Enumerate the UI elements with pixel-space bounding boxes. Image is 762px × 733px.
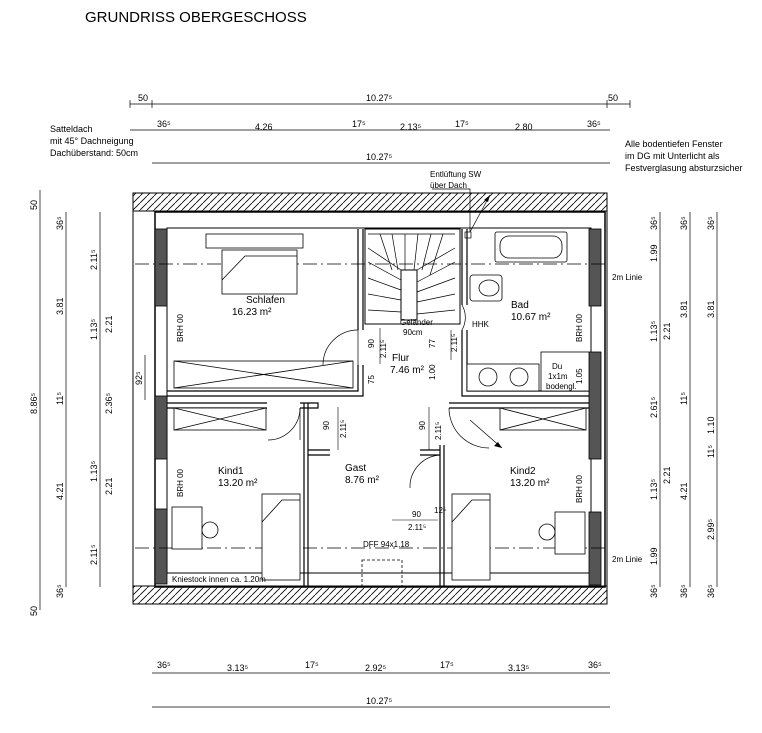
dim-label: 1.99 <box>649 244 659 262</box>
dim-label: 1.99 <box>649 547 659 565</box>
desk-icon <box>555 512 585 554</box>
dim-label: 36⁵ <box>157 119 171 129</box>
dim-label: 17⁵ <box>352 119 366 129</box>
roof-note-line-1: Satteldach <box>50 124 93 134</box>
door-arrow <box>470 420 502 448</box>
dim-label: 3.81 <box>55 297 65 315</box>
dim-label: 50 <box>29 199 39 210</box>
shower-label-3: bodengl. <box>546 382 577 391</box>
dim-label: 36⁵ <box>157 660 171 670</box>
dim-label: 92⁵ <box>134 371 144 385</box>
room-area-kind1: 13.20 m² <box>218 478 258 489</box>
dim-label: 2.21 <box>662 322 672 340</box>
dim-label: 17⁵ <box>440 660 454 670</box>
window-note-line-3: Festverglasung absturzsicher <box>625 163 743 173</box>
misc-labels <box>172 313 584 584</box>
dim-label: 36⁵ <box>706 584 716 598</box>
window-note-line-2: im DG mit Unterlicht als <box>625 151 720 161</box>
door-kind1 <box>268 408 300 440</box>
vent-note-line-1: Entlüftung SW <box>430 170 482 179</box>
window-note <box>625 139 743 173</box>
roof-window-label: DFF 94x1.18 <box>363 540 410 549</box>
dim-label: 4.26 <box>255 122 273 132</box>
door-schlafen <box>323 330 358 365</box>
dim-label: 50 <box>608 93 619 103</box>
room-area-kind2: 13.20 m² <box>510 478 550 489</box>
dim-label: 2.13⁵ <box>400 122 422 132</box>
chair-icon <box>539 524 555 540</box>
dim-label: 1.13⁵ <box>649 478 659 500</box>
dim-label: 2.21 <box>104 477 114 495</box>
dim-label: 11⁵ <box>55 391 65 405</box>
dim-label: 4.21 <box>55 482 65 500</box>
brh-label: BRH 00 <box>176 313 185 342</box>
dim-label: 3.81 <box>679 300 689 318</box>
dim-label: 1.05 <box>575 368 584 384</box>
dim-label: 36⁵ <box>679 216 689 230</box>
dim-label: 75 <box>367 375 376 384</box>
roof-note-line-3: Dachüberstand: 50cm <box>50 148 139 158</box>
dim-label: 2.80 <box>515 122 533 132</box>
dim-label: 2.11⁵ <box>89 544 99 565</box>
two-meter-lines <box>135 264 607 548</box>
two-meter-line-label-top: 2m Linie <box>612 273 643 282</box>
dim-label: 90 <box>412 510 421 519</box>
dim-label: 50 <box>29 605 39 616</box>
kind2-furniture <box>452 408 586 580</box>
dim-label: 2.21 <box>662 466 672 484</box>
dim-label: 12⁵ <box>434 506 447 515</box>
room-name-bad: Bad <box>511 300 529 311</box>
top-dimension-labels <box>138 93 618 162</box>
dim-label: 1.13⁵ <box>89 318 99 340</box>
bottom-dimension-labels <box>157 660 602 706</box>
dim-label: 2.11⁵ <box>379 339 388 358</box>
dim-label: 11⁵ <box>706 444 716 458</box>
room-name-schlafen: Schlafen <box>246 295 285 306</box>
dim-label: 2.11⁵ <box>89 249 99 270</box>
dim-label: 3.81 <box>706 300 716 318</box>
dim-label: 36⁵ <box>706 216 716 230</box>
brh-label: BRH 00 <box>575 313 584 342</box>
kniestock-label: Kniestock innen ca. 1.20m <box>172 575 266 584</box>
kind1-furniture <box>172 408 300 580</box>
right-dimension-labels <box>649 216 716 598</box>
desk-icon <box>172 507 202 549</box>
dim-label: 36⁵ <box>587 119 601 129</box>
room-area-schlafen: 16.23 m² <box>232 307 272 318</box>
room-name-flur: Flur <box>392 353 410 364</box>
dim-label: 3.13⁵ <box>227 663 249 673</box>
room-name-kind2: Kind2 <box>510 466 536 477</box>
dim-label: 36⁵ <box>649 216 659 230</box>
dim-label: 2.61⁵ <box>649 396 659 418</box>
dim-label: 4.21 <box>679 482 689 500</box>
chair-icon <box>202 522 218 538</box>
room-area-gast: 8.76 m² <box>345 475 379 486</box>
left-dimension-labels <box>29 200 144 616</box>
dim-label: 17⁵ <box>455 119 469 129</box>
railing-height: 90cm <box>403 328 423 337</box>
roof-note <box>50 124 138 158</box>
window-note-line-1: Alle bodentiefen Fenster <box>625 139 723 149</box>
dim-label: 90 <box>367 339 376 348</box>
dim-label: 90 <box>322 421 331 430</box>
dim-label: 2.92⁵ <box>365 663 387 673</box>
dim-label: 36⁵ <box>55 584 65 598</box>
dim-label: 2.99⁵ <box>706 518 716 540</box>
washbasin-icon <box>479 368 497 386</box>
hhk-label: HHK <box>472 320 489 329</box>
dim-label: 36⁵ <box>679 584 689 598</box>
dim-label: 2.21 <box>104 315 114 333</box>
brh-label: BRH 00 <box>575 474 584 503</box>
dim-label: 8.86⁵ <box>29 392 39 414</box>
dim-label: 36⁵ <box>588 660 602 670</box>
shower-label-1: Du <box>552 362 563 371</box>
washbasin-icon <box>510 368 528 386</box>
dim-label: 2.36⁵ <box>104 392 114 414</box>
dim-label: 50 <box>138 93 149 103</box>
dim-label: 2.11⁵ <box>450 333 459 352</box>
brh-label: BRH 00 <box>176 468 185 497</box>
dim-label: 2.11⁵ <box>408 523 427 532</box>
dim-label: 10.27⁵ <box>366 152 393 162</box>
door-kind2 <box>449 408 489 448</box>
dim-label: 36⁵ <box>649 584 659 598</box>
dim-label: 1.00 <box>428 364 437 380</box>
dim-label: 2.11⁵ <box>339 419 348 438</box>
room-name-gast: Gast <box>345 463 367 474</box>
two-meter-line-label-bottom: 2m Linie <box>612 555 643 564</box>
plan-title: GRUNDRISS OBERGESCHOSS <box>85 9 307 26</box>
room-area-flur: 7.46 m² <box>390 365 424 376</box>
dim-label: 17⁵ <box>305 660 319 670</box>
railing-label: Geländer <box>400 318 433 327</box>
dim-label: 1.13⁵ <box>89 460 99 482</box>
dim-label: 10.27⁵ <box>366 696 393 706</box>
vent-note-line-2: über Dach <box>430 181 467 190</box>
room-area-bad: 10.67 m² <box>511 312 551 323</box>
dim-label: 90 <box>418 421 427 430</box>
dim-label: 10.27⁵ <box>366 93 393 103</box>
staircase <box>368 232 471 320</box>
room-name-kind1: Kind1 <box>218 466 244 477</box>
dim-label: 2.11⁵ <box>434 421 443 440</box>
roof-note-line-2: mit 45° Dachneigung <box>50 136 134 146</box>
door-gast <box>410 455 440 488</box>
dim-label: 11⁵ <box>679 391 689 405</box>
dim-label: 36⁵ <box>55 216 65 230</box>
dim-label: 77 <box>428 339 437 348</box>
dim-label: 1.10 <box>706 416 716 434</box>
dim-label: 1.13⁵ <box>649 320 659 342</box>
dim-label: 3.13⁵ <box>508 663 530 673</box>
shower-label-2: 1x1m <box>548 372 568 381</box>
